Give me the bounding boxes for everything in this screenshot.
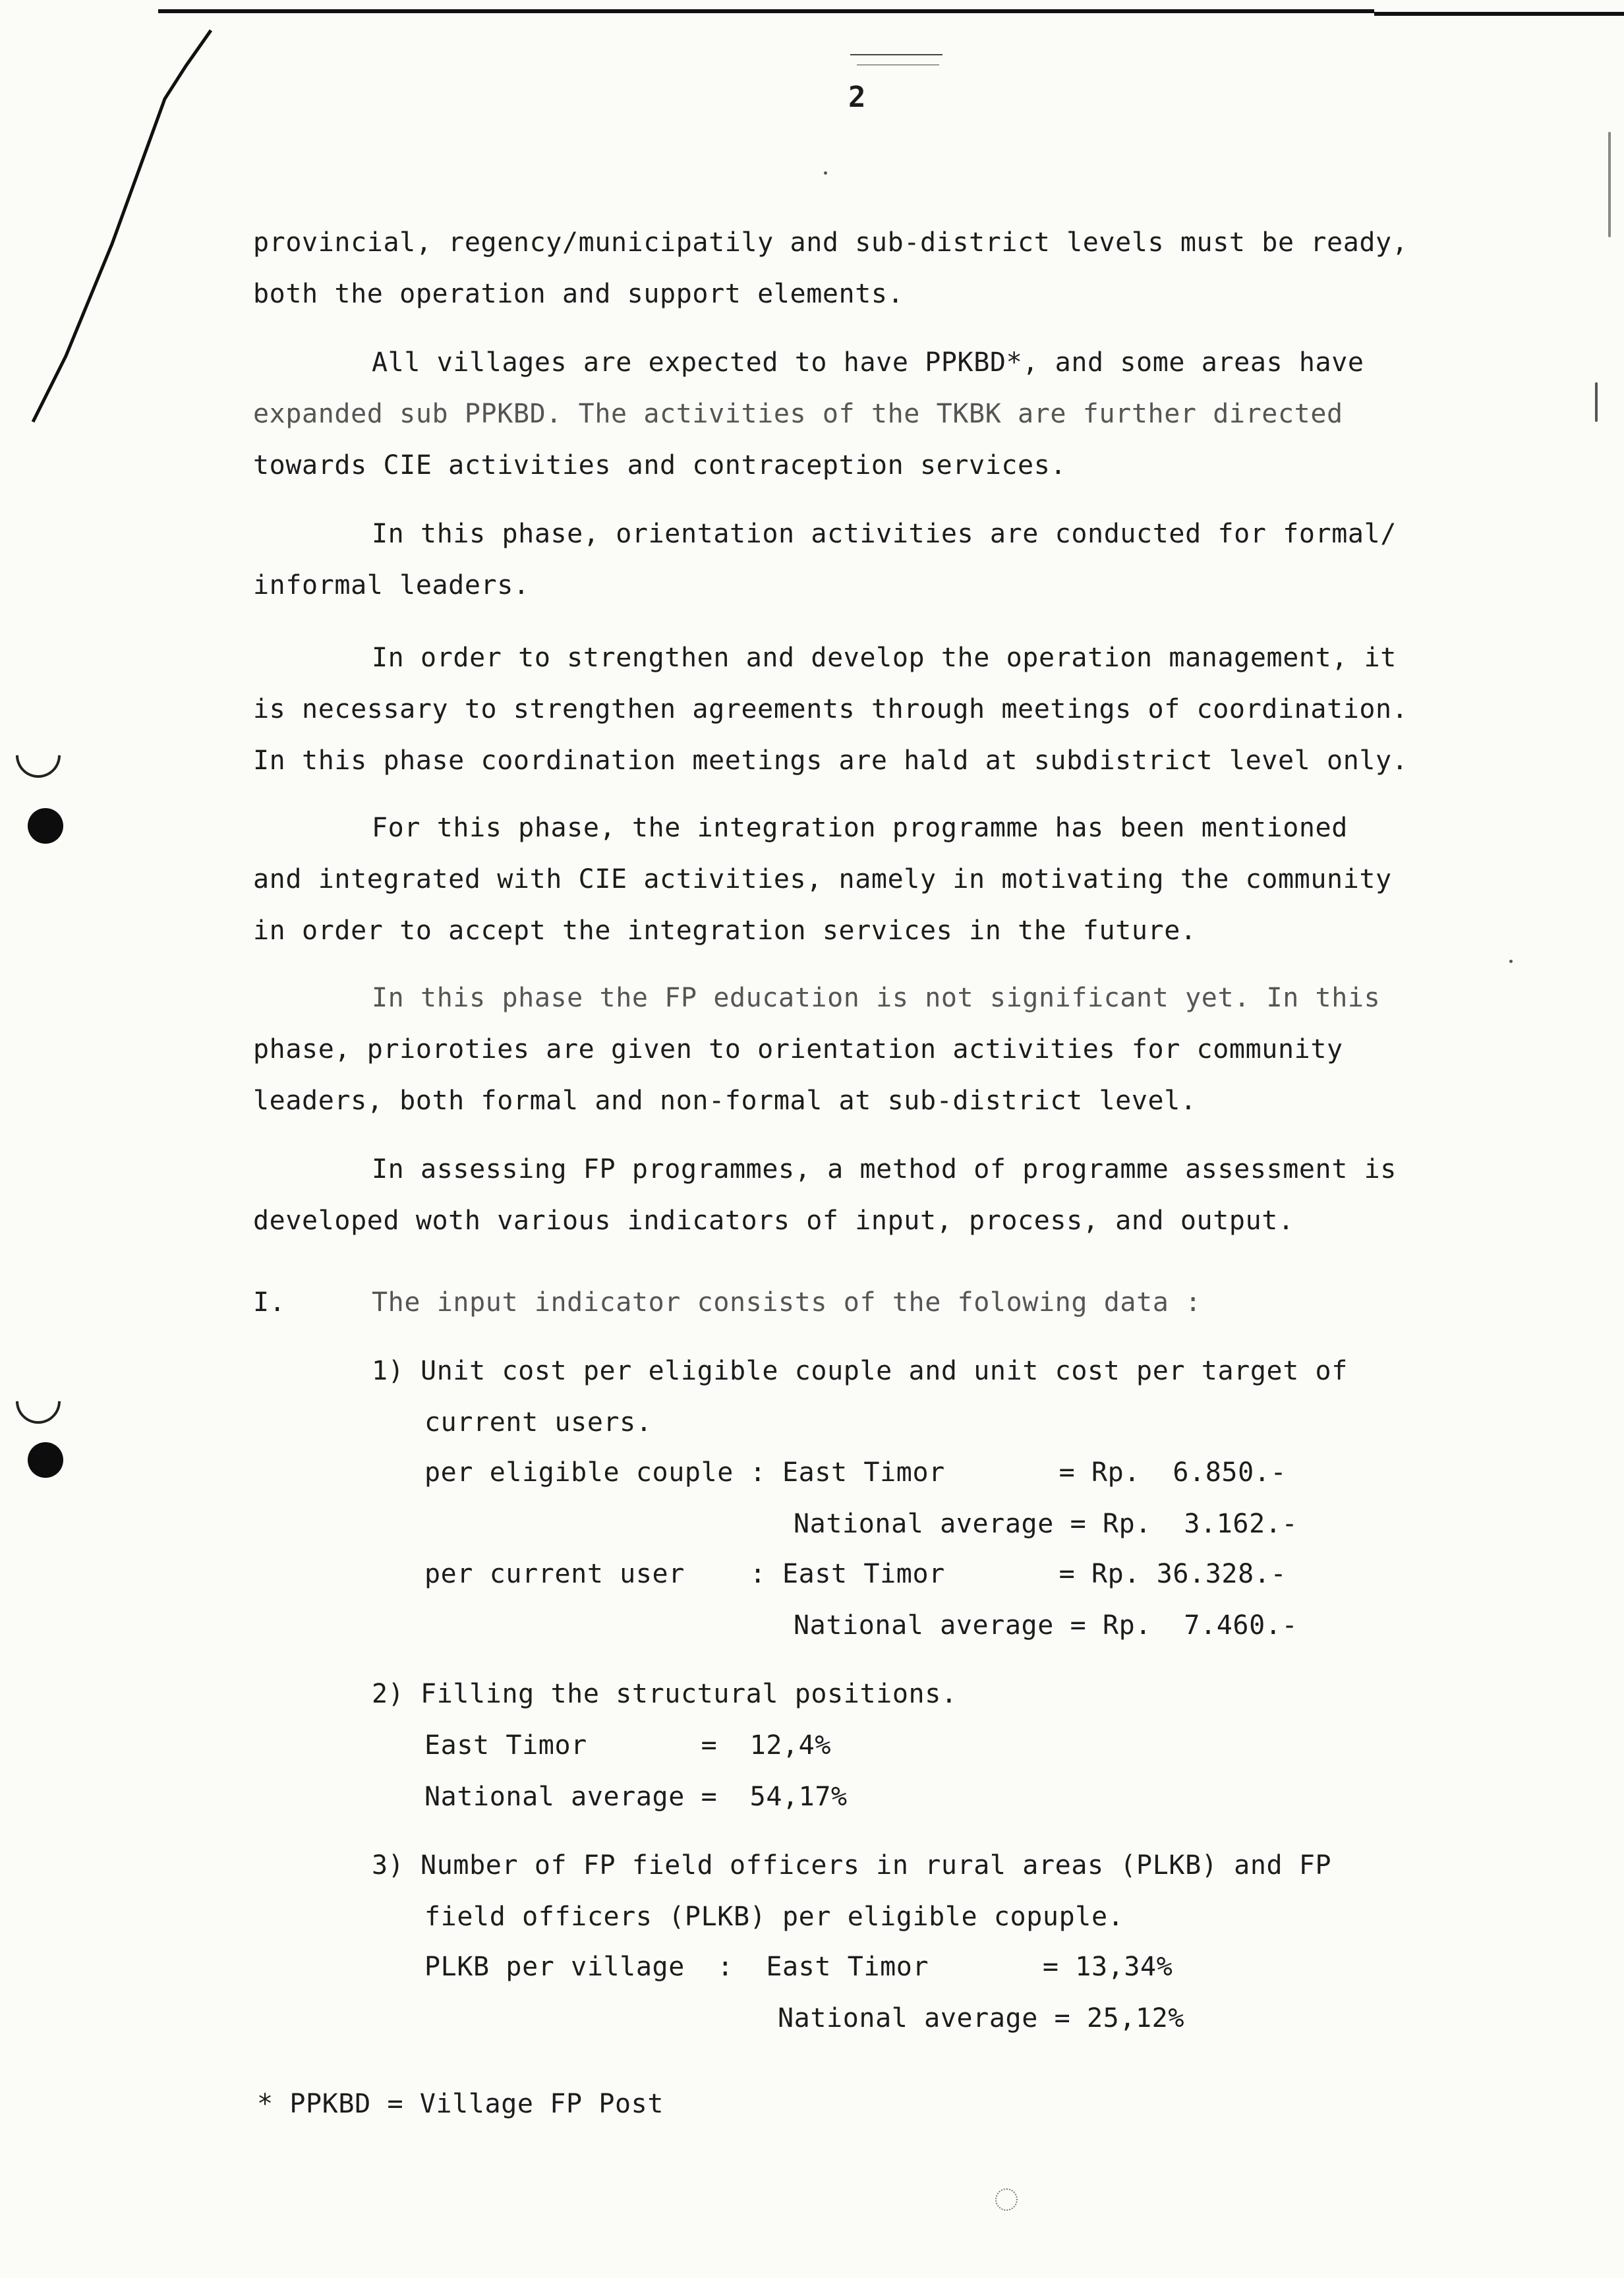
section-intro: The input indicator consists of the folowing data : (372, 1287, 1202, 1318)
paragraph-line: In this phase the FP education is not significant yet. In this (372, 983, 1381, 1013)
list-item: 2) Filling the structural positions. (372, 1679, 958, 1709)
page-number: 2 (848, 80, 866, 114)
speck-3 (995, 2188, 1018, 2211)
top-border-line-right (1374, 12, 1624, 16)
margin-pen-stroke (13, 26, 224, 435)
paragraph-line: All villages are expected to have PPKBD*, and some areas have (372, 347, 1364, 378)
paragraph-line: and integrated with CIE activities, namely in motivating the community (253, 864, 1392, 894)
speck (1509, 960, 1513, 963)
paragraph-line: For this phase, the integration programme has been mentioned (372, 813, 1348, 843)
data-row: East Timor = 12,4% (424, 1730, 832, 1761)
paragraph-line: informal leaders. (253, 570, 530, 600)
paragraph-line: provincial, regency/municipatily and sub-district levels must be ready, (253, 227, 1408, 258)
paragraph-line: in order to accept the integration services in the future. (253, 916, 1197, 946)
paragraph-line: In assessing FP programmes, a method of programme assessment is (372, 1154, 1397, 1184)
paragraph-line: is necessary to strengthen agreements through meetings of coordination. (253, 694, 1408, 724)
paragraph-line: leaders, both formal and non-formal at sub-district level. (253, 1086, 1197, 1116)
header-rule (850, 54, 942, 55)
section-marker: I. (253, 1287, 286, 1318)
top-border-line (158, 9, 1374, 13)
data-row: per current user : East Timor = Rp. 36.328.- (424, 1559, 1287, 1589)
punch-hole-ring-2 (7, 1370, 70, 1433)
edge-mark (1595, 382, 1598, 422)
punch-hole-ring (7, 724, 70, 787)
list-item: 1) Unit cost per eligible couple and unit cost per target of (372, 1356, 1348, 1386)
speck-2 (824, 171, 827, 175)
edge-mark-2 (1608, 132, 1611, 237)
data-row: PLKB per village : East Timor = 13,34% (424, 1952, 1173, 1982)
punch-hole-2 (28, 1442, 63, 1478)
paragraph-line: In this phase, orientation activities are conducted for formal/ (372, 519, 1397, 549)
paragraph-line: In order to strengthen and develop the operation management, it (372, 643, 1397, 673)
data-row: National average = 54,17% (424, 1782, 848, 1812)
paragraph-line: both the operation and support elements. (253, 279, 904, 309)
paragraph-line: towards CIE activities and contraception services. (253, 450, 1067, 481)
paragraph-line: expanded sub PPKBD. The activities of the TKBK are further directed (253, 399, 1343, 429)
list-item-continuation: field officers (PLKB) per eligible copuple. (424, 1902, 1124, 1932)
list-item: 3) Number of FP field officers in rural areas (PLKB) and FP (372, 1850, 1332, 1881)
paragraph-line: In this phase coordination meetings are hald at subdistrict level only. (253, 745, 1408, 776)
footnote: * PPKBD = Village FP Post (257, 2089, 664, 2119)
data-row: National average = 25,12% (778, 2003, 1185, 2033)
paragraph-line: developed woth various indicators of input, process, and output. (253, 1206, 1294, 1236)
paragraph-line: phase, prioroties are given to orientation activities for community (253, 1034, 1343, 1065)
list-item-continuation: current users. (424, 1407, 652, 1438)
data-row: per eligible couple : East Timor = Rp. 6.850.- (424, 1457, 1287, 1488)
data-row: National average = Rp. 7.460.- (794, 1610, 1298, 1641)
punch-hole (28, 808, 63, 844)
data-row: National average = Rp. 3.162.- (794, 1509, 1298, 1539)
